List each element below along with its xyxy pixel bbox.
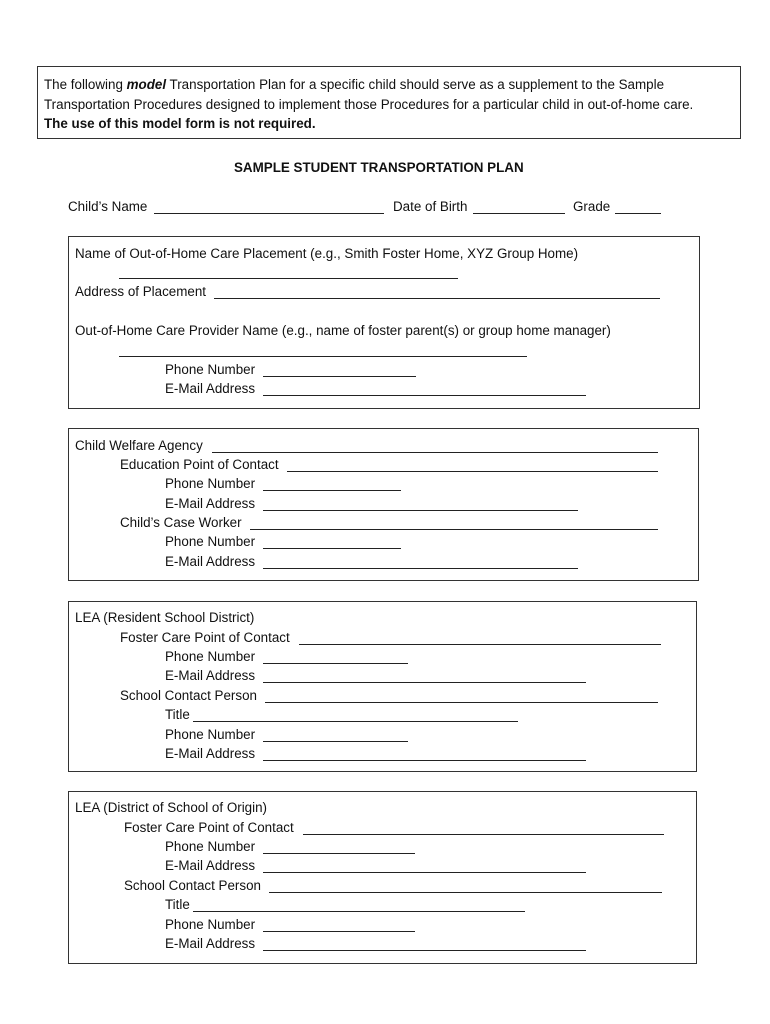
agency-email1-field[interactable]: [263, 510, 578, 511]
child-name-field[interactable]: [154, 213, 384, 214]
placement-address-field[interactable]: [214, 298, 660, 299]
placement-email-field[interactable]: [263, 395, 586, 396]
placement-address-label: Address of Placement: [75, 284, 206, 299]
lea-resident-email2-field[interactable]: [263, 760, 586, 761]
caseworker-field[interactable]: [250, 529, 658, 530]
lea-resident-phone2-label: Phone Number: [165, 727, 256, 742]
lea-resident-email1-field[interactable]: [263, 682, 586, 683]
edu-contact-label: Education Point of Contact: [120, 457, 279, 472]
child-name-label: Child’s Name: [68, 199, 148, 214]
lea-origin-fc-contact-field[interactable]: [303, 834, 664, 835]
lea-origin-email2-field[interactable]: [263, 950, 586, 951]
lea-resident-fc-contact-label: Foster Care Point of Contact: [120, 630, 290, 645]
agency-email2-field[interactable]: [263, 568, 578, 569]
placement-phone-field[interactable]: [263, 376, 416, 377]
lea-resident-title-label: Title: [165, 707, 190, 722]
agency-phone1-field[interactable]: [263, 490, 401, 491]
lea-origin-phone2-field[interactable]: [263, 931, 415, 932]
agency-email1-label: E-Mail Address: [165, 496, 256, 511]
intro-notice: [37, 66, 741, 139]
agency-phone1-label: Phone Number: [165, 476, 256, 491]
lea-resident-email2-label: E-Mail Address: [165, 746, 256, 761]
grade-field[interactable]: [615, 213, 661, 214]
agency-phone2-label: Phone Number: [165, 534, 256, 549]
lea-origin-school-contact-label: School Contact Person: [124, 878, 261, 893]
intro-line-1: The following model Transportation Plan for a specific child should serve as a supplement to the Sample: [44, 77, 665, 92]
lea-origin-phone1-label: Phone Number: [165, 839, 256, 854]
lea-origin-title-label: Title: [165, 897, 190, 912]
provider-name-label: Out-of-Home Care Provider Name (e.g., name of foster parent(s) or group home manager): [75, 323, 611, 338]
agency-label: Child Welfare Agency: [75, 438, 203, 453]
lea-origin-email1-field[interactable]: [263, 872, 586, 873]
lea-origin-title-field[interactable]: [193, 911, 525, 912]
lea-origin-school-contact-field[interactable]: [269, 892, 662, 893]
form-title: SAMPLE STUDENT TRANSPORTATION PLAN: [234, 160, 524, 175]
grade-label: Grade: [573, 199, 611, 214]
lea-resident-heading: LEA (Resident School District): [75, 610, 255, 625]
lea-resident-title-field[interactable]: [193, 721, 518, 722]
lea-resident-phone1-field[interactable]: [263, 663, 408, 664]
intro-line-2: Transportation Procedures designed to implement those Procedures for a particular child in out-of-home care.: [44, 96, 694, 112]
lea-origin-email1-label: E-Mail Address: [165, 858, 256, 873]
edu-contact-field[interactable]: [287, 471, 658, 472]
lea-resident-fc-contact-field[interactable]: [299, 644, 661, 645]
lea-origin-phone1-field[interactable]: [263, 853, 415, 854]
lea-resident-phone1-label: Phone Number: [165, 649, 256, 664]
placement-email-label: E-Mail Address: [165, 381, 256, 396]
lea-resident-school-contact-label: School Contact Person: [120, 688, 257, 703]
intro-line-3: The use of this model form is not required.: [44, 116, 316, 131]
intro-emphasis: model: [126, 77, 167, 92]
dob-field[interactable]: [473, 213, 565, 214]
lea-origin-heading: LEA (District of School of Origin): [75, 800, 267, 815]
agency-email2-label: E-Mail Address: [165, 554, 256, 569]
lea-origin-email2-label: E-Mail Address: [165, 936, 256, 951]
lea-resident-email1-label: E-Mail Address: [165, 668, 256, 683]
lea-resident-section: [68, 601, 697, 772]
lea-origin-fc-contact-label: Foster Care Point of Contact: [124, 820, 294, 835]
dob-label: Date of Birth: [393, 199, 468, 214]
agency-field[interactable]: [212, 452, 658, 453]
lea-origin-phone2-label: Phone Number: [165, 917, 256, 932]
lea-resident-school-contact-field[interactable]: [265, 702, 658, 703]
placement-phone-label: Phone Number: [165, 362, 256, 377]
placement-name-field[interactable]: [119, 278, 458, 279]
provider-name-field[interactable]: [119, 356, 527, 357]
lea-resident-phone2-field[interactable]: [263, 741, 408, 742]
placement-name-label: Name of Out-of-Home Care Placement (e.g., Smith Foster Home, XYZ Group Home): [75, 246, 579, 261]
caseworker-label: Child’s Case Worker: [120, 515, 242, 530]
agency-phone2-field[interactable]: [263, 548, 401, 549]
